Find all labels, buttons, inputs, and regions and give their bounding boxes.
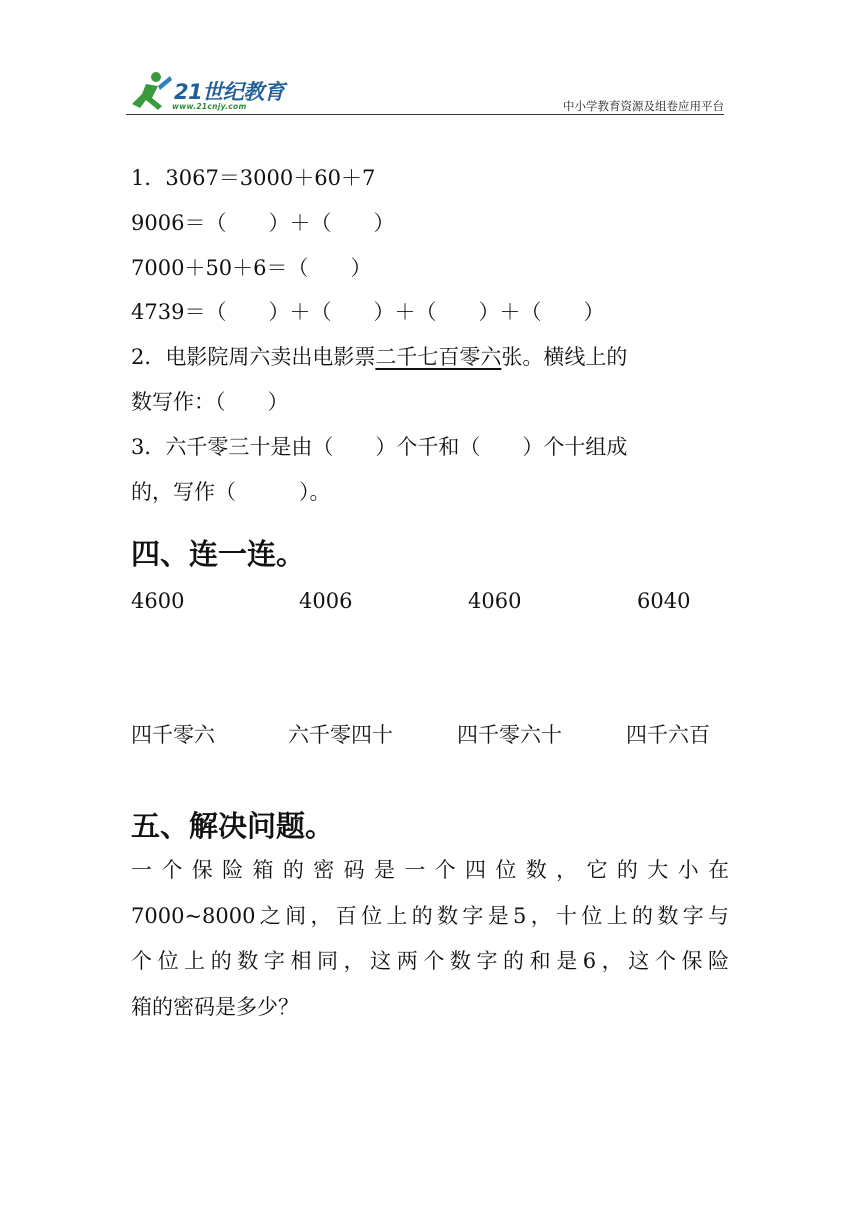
q2-underlined-number: 二千七百零六: [375, 345, 502, 369]
number-item: 4060: [468, 589, 522, 613]
q2-line2: 数写作：（ ）: [131, 390, 289, 414]
q2-pre: 2．电影院周六卖出电影票: [131, 345, 376, 369]
problem-line: 7000~8000之间，百位上的数字是5，十位上的数字与: [131, 904, 729, 928]
section5-title: 五、解决问题。: [131, 809, 335, 843]
logo-text: 21世纪教育: [174, 80, 285, 104]
q3-line1: 3．六千零三十是由（ ）个千和（ ）个十组成: [131, 435, 628, 459]
q1-7000: 7000＋50＋6＝（ ）: [131, 256, 372, 280]
number-item: 4006: [299, 589, 353, 613]
logo: [126, 70, 296, 116]
runner-logo-icon: [126, 70, 174, 114]
problem-line: 个位上的数字相同，这两个数字的和是6，这个保险: [131, 949, 729, 973]
q1-4739: 4739＝（ ）＋（ ）＋（ ）＋（ ）: [131, 300, 605, 324]
word-item: 六千零四十: [288, 723, 393, 747]
section4-title: 四、连一连。: [131, 537, 306, 571]
q1-9006: 9006＝（ ）＋（ ）: [131, 211, 395, 235]
number-item: 4600: [131, 589, 185, 613]
q2-line1: [131, 343, 627, 371]
q3-line2: 的，写作（ ）。: [131, 480, 331, 504]
header-divider: [126, 114, 724, 115]
q1-example: 1．3067＝3000＋60＋7: [131, 166, 376, 190]
page-header: [126, 70, 724, 116]
word-item: 四千六百: [626, 723, 710, 747]
platform-label: 中小学教育资源及组卷应用平台: [563, 99, 724, 113]
q2-post: 张。横线上的: [501, 345, 628, 369]
logo-url: www.21cnjy.com: [172, 102, 247, 111]
problem-line: 箱的密码是多少？: [131, 995, 299, 1019]
number-item: 6040: [637, 589, 691, 613]
problem-line: 一个保险箱的密码是一个四位数，它的大小在: [131, 858, 729, 882]
word-item: 四千零六十: [457, 723, 562, 747]
word-item: 四千零六: [131, 723, 215, 747]
